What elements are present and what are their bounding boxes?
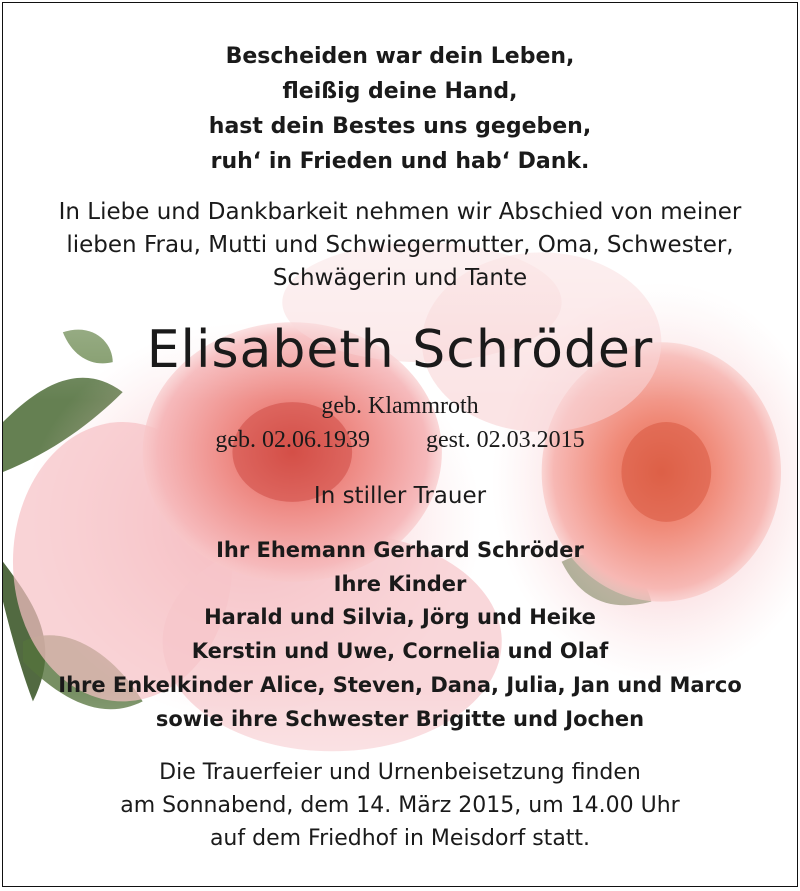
life-dates [3,427,797,454]
intro-line-2: lieben Frau, Mutti und Schwiegermutter, Oma, Schwester, [66,232,734,258]
poem-line-1: Bescheiden war dein Leben, [225,44,575,69]
poem-line-2: fleißig deine Hand, [282,79,518,104]
mourning-line: In stiller Trauer [313,483,487,509]
poem-line-3: hast dein Bestes uns gegeben, [208,114,592,139]
birth-date: geb. 02.06.1939 [215,427,370,453]
death-date: gest. 02.03.2015 [425,427,585,453]
family-line-6: sowie ihre Schwester Brigitte und Jochen [155,707,645,731]
family-line-4: Kerstin und Uwe, Cornelia und Olaf [191,639,609,663]
intro-line-3: Schwägerin und Tante [272,265,528,291]
family-line-1: Ihr Ehemann Gerhard Schröder [216,538,584,562]
notice-text [3,3,797,886]
family-line-3: Harald und Silvia, Jörg und Heike [204,605,596,629]
service-line-1: Die Trauerfeier und Urnenbeisetzung finden [159,760,641,785]
obituary-notice [2,2,798,887]
family-line-2: Ihre Kinder [333,572,467,596]
maiden-name: geb. Klammroth [321,393,479,419]
service-line-2: am Sonnabend, dem 14. März 2015, um 14.00 Uhr [120,793,680,818]
intro-line-1: In Liebe und Dankbarkeit nehmen wir Abschied von meiner [58,199,742,225]
service-line-3: auf dem Friedhof in Meisdorf statt. [209,826,591,851]
family-line-5: Ihre Enkelkinder Alice, Steven, Dana, Julia, Jan und Marco [58,673,742,697]
deceased-name: Elisabeth Schröder [146,320,654,380]
poem-line-4: ruh‘ in Frieden und hab‘ Dank. [210,149,590,174]
